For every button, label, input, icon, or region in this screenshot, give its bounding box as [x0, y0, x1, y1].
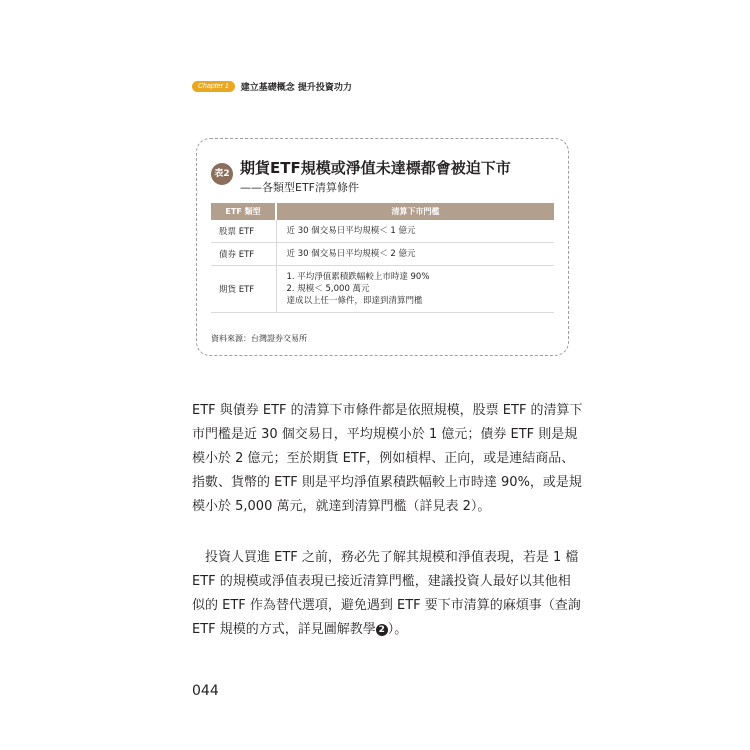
text-line: 指數、貨幣的 ETF 則是平均淨值累積跌幅較上市時達 90%，或是規 — [192, 475, 582, 490]
text-line: 投資人買進 ETF 之前，務必先了解其規模和淨值表現，若是 1 檔 — [192, 550, 579, 565]
circled-number-icon: 2 — [376, 624, 388, 636]
row-type: 期貨 ETF — [211, 266, 276, 313]
text-line: 似的 ETF 作為替代選項，避免遇到 ETF 要下市清算的麻煩事（查詢 — [192, 598, 581, 613]
text-segment: ）。 — [387, 622, 408, 637]
table-row — [211, 243, 554, 266]
text-line: 模小於 5,000 萬元，就達到清算門檻（詳見表 2）。 — [192, 499, 491, 514]
text-segment: ETF 規模的方式，詳見圖解教學 — [192, 622, 376, 637]
page-number: 044 — [192, 683, 219, 699]
table-row — [211, 220, 554, 243]
body-paragraph-2 — [192, 546, 582, 642]
etf-table — [211, 203, 554, 313]
condition-line: 近 30 個交易日平均規模＜ 1 億元 — [286, 226, 416, 236]
column-header-threshold: 清算下市門檻 — [276, 203, 554, 220]
table-subtitle: ——各類型ETF清算條件 — [240, 181, 359, 194]
row-condition — [276, 266, 554, 313]
chapter-title: 建立基礎概念 提升投資功力 — [240, 82, 352, 93]
row-type: 股票 ETF — [211, 220, 276, 243]
table-source: 資料來源：台灣證券交易所 — [211, 334, 307, 343]
condition-line: 達成以上任一條件，即達到清算門檻 — [286, 296, 423, 306]
table-panel — [196, 138, 569, 356]
row-type: 債券 ETF — [211, 243, 276, 266]
text-line: 市門檻是近 30 個交易日，平均規模小於 1 億元；債券 ETF 則是規 — [192, 427, 578, 442]
text-line: 模小於 2 億元；至於期貨 ETF，例如槓桿、正向，或是連結商品、 — [192, 451, 575, 466]
running-header — [192, 79, 352, 93]
table-row — [211, 266, 554, 313]
column-header-type: ETF 類型 — [211, 203, 276, 220]
condition-line: 近 30 個交易日平均規模＜ 2 億元 — [286, 249, 416, 259]
condition-line: 1. 平均淨值累積跌幅較上市時達 90% — [286, 272, 430, 282]
table-header-row — [211, 203, 554, 220]
body-paragraph-1 — [192, 399, 582, 519]
text-line: ETF 的規模或淨值表現已接近清算門檻，建議投資人最好以其他相 — [192, 574, 571, 589]
table-title: 期貨ETF規模或淨值未達標都會被迫下市 — [240, 159, 511, 177]
row-condition — [276, 243, 554, 266]
chapter-label: Chapter 1 — [192, 81, 235, 92]
table-badge: 表2 — [211, 163, 233, 185]
text-line: ETF 與債券 ETF 的清算下市條件都是依照規模，股票 ETF 的清算下 — [192, 403, 583, 418]
condition-line: 2. 規模＜ 5,000 萬元 — [286, 284, 370, 294]
row-condition — [276, 220, 554, 243]
text-line — [192, 618, 582, 642]
